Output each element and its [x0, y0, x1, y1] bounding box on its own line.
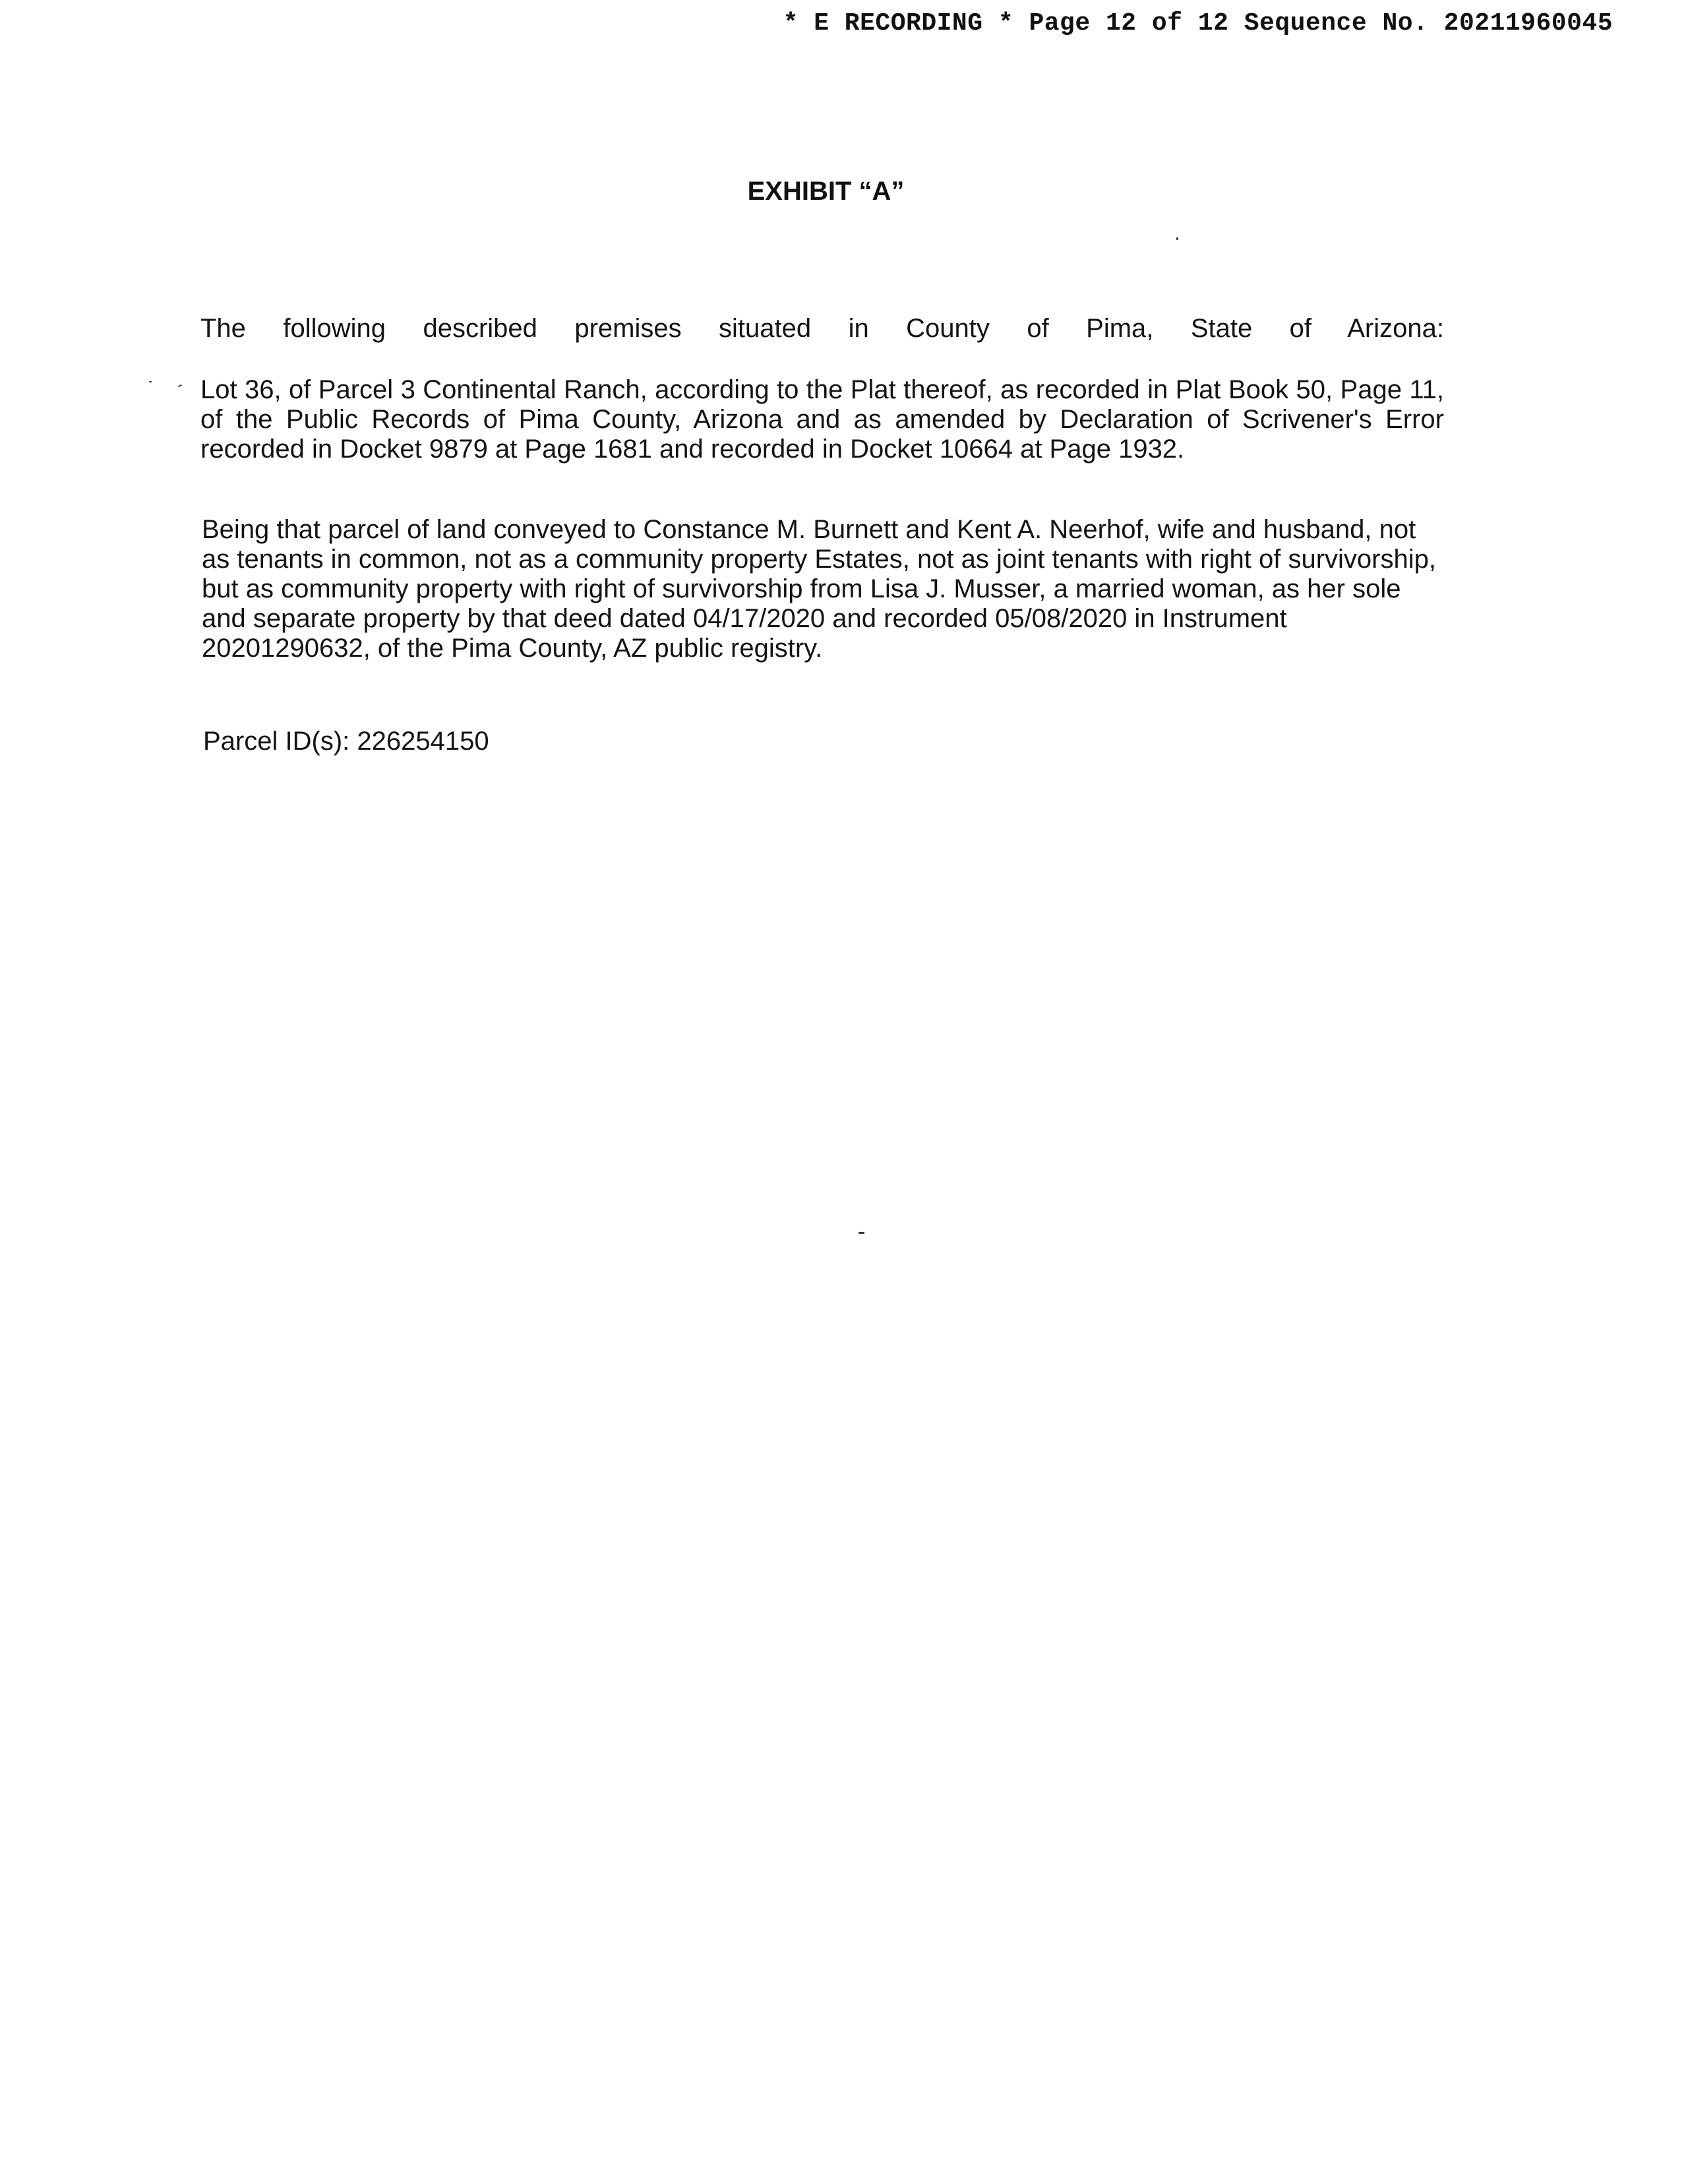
scan-speck	[859, 1232, 864, 1234]
exhibit-title: EXHIBIT “A”	[747, 177, 905, 206]
scan-speck	[149, 381, 152, 382]
scan-speck	[178, 384, 182, 387]
intro-paragraph: The following described premises situated in County of Pima, State of Arizona:	[200, 314, 1444, 343]
scan-speck	[1176, 237, 1178, 240]
recording-header: * E RECORDING * Page 12 of 12 Sequence No. 20211960045	[783, 9, 1613, 38]
lot-description-paragraph: Lot 36, of Parcel 3 Continental Ranch, according to the Plat thereof, as recorded in Plat Book 50, Page 11, of the Public Records of Pima County, Arizona and as amended by Declaration of Scrivener's Error recorded in Docket 9879 at Page 1681 and recorded in Docket 10664 at Page 1932.	[200, 375, 1444, 464]
conveyance-paragraph: Being that parcel of land conveyed to Constance M. Burnett and Kent A. Neerhof, wife and husband, not as tenants in common, not as a community property Estates, not as joint tenants with right of survivorship, but as community property with right of survivorship from Lisa J. Musser, a married woman, as her sole and separate property by that deed dated 04/17/2020 and recorded 05/08/2020 in Instrument 20201290632, of the Pima County, AZ public registry.	[202, 515, 1436, 663]
parcel-id-line: Parcel ID(s): 226254150	[203, 727, 489, 756]
